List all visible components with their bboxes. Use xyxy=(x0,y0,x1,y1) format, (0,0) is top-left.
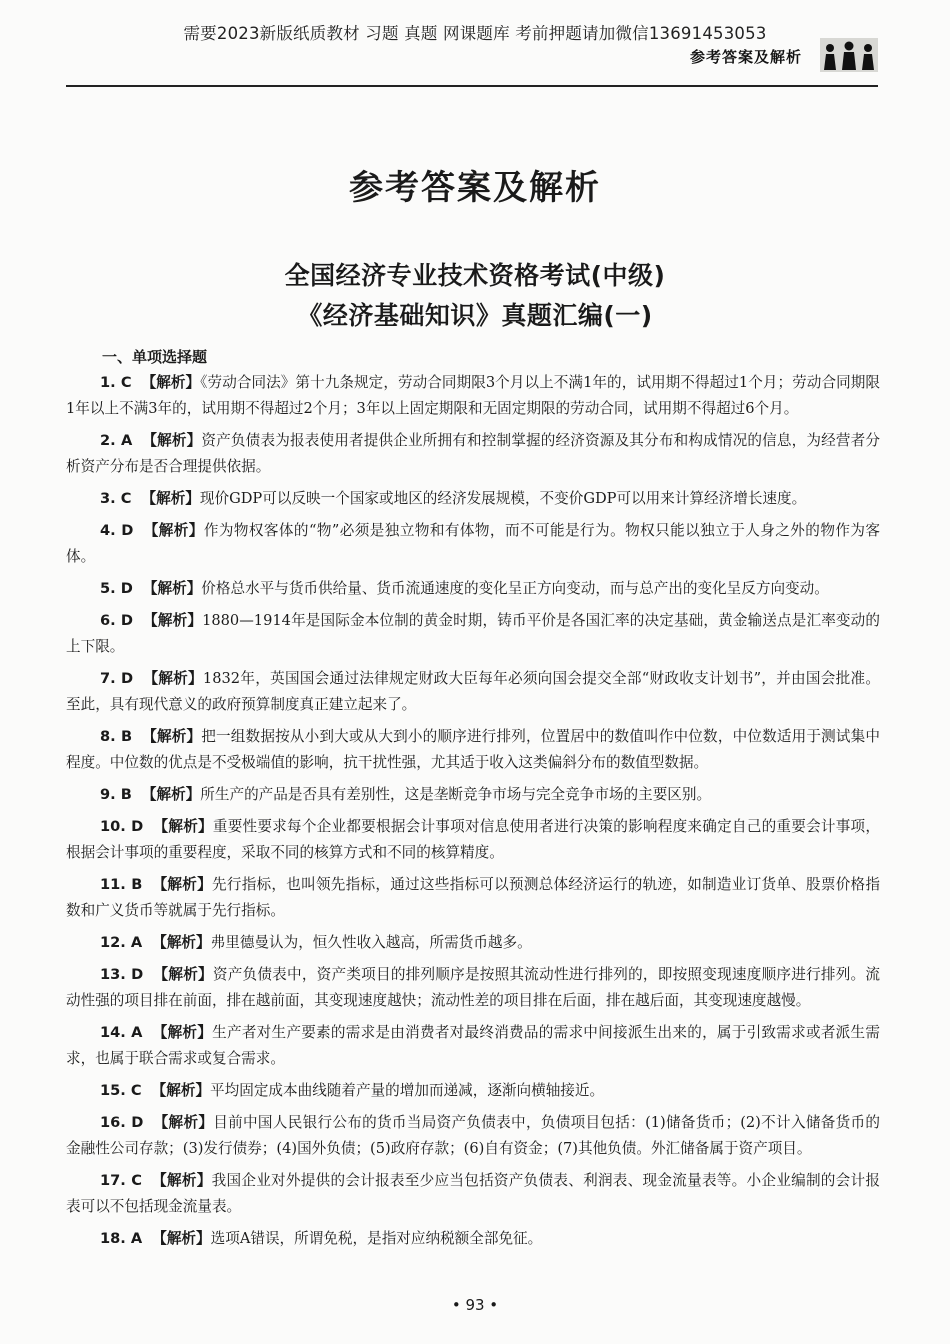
answer-text: 1880—1914年是国际金本位制的黄金时期，铸币平价是各国汇率的决定基础，黄金输送点是汇率变动的上下限。 xyxy=(66,612,880,655)
analysis-tag: 【解析】 xyxy=(142,432,202,449)
answer-number: 18. A xyxy=(100,1230,143,1247)
answer-number: 3. C xyxy=(100,490,132,507)
answer-text: 平均固定成本曲线随着产量的增加而递减，逐渐向横轴接近。 xyxy=(210,1082,605,1099)
answer-item xyxy=(66,1078,880,1104)
answer-text: 生产者对生产要素的需求是由消费者对最终消费品的需求中间接派生出来的，属于引致需求或者派生需求，也属于联合需求或复合需求。 xyxy=(66,1024,880,1067)
answer-item xyxy=(66,576,880,602)
answer-item xyxy=(66,962,880,1014)
answer-number: 14. A xyxy=(100,1024,143,1041)
answer-item xyxy=(66,724,880,776)
analysis-tag: 【解析】 xyxy=(142,728,202,745)
answer-number: 13. D xyxy=(100,966,144,983)
answer-number: 6. D xyxy=(100,612,134,629)
analysis-tag: 【解析】 xyxy=(152,934,211,951)
answer-number: 10. D xyxy=(100,818,144,835)
answer-text: 现价GDP可以反映一个国家或地区的经济发展规模，不变价GDP可以用来计算经济增长速度。 xyxy=(199,490,807,507)
answer-item xyxy=(66,930,880,956)
exam-title: 全国经济专业技术资格考试(中级) xyxy=(284,261,666,290)
answer-list xyxy=(66,370,880,1258)
header-logo-icon xyxy=(820,38,878,72)
answer-item xyxy=(66,782,880,808)
answer-number: 8. B xyxy=(100,728,133,745)
page-title: 参考答案及解析 xyxy=(349,168,601,208)
collection-title: 《经济基础知识》真题汇编(一) xyxy=(297,301,653,330)
answer-text: 目前中国人民银行公布的货币当局资产负债表中，负债项目包括：(1)储备货币；(2)不计入储备货币的金融性公司存款；(3)发行债券；(4)国外负债；(5)政府存款；(6)自有资金；(7)其他负债。外汇储备属于资产项目。 xyxy=(66,1114,880,1157)
analysis-tag: 【解析】 xyxy=(151,1172,212,1189)
answer-number: 9. B xyxy=(100,786,132,803)
answer-number: 7. D xyxy=(100,670,134,687)
analysis-tag: 【解析】 xyxy=(141,374,201,391)
answer-text: 选项A错误，所谓免税，是指对应纳税额全部免征。 xyxy=(210,1230,543,1247)
analysis-tag: 【解析】 xyxy=(153,966,213,983)
answer-text: 资产负债表中，资产类项目的排列顺序是按照其流动性进行排列的，即按照变现速度顺序进行排列。流动性强的项目排在前面，排在越前面，其变现速度越快；流动性差的项目排在后面，排在越后面，其变现速度越慢。 xyxy=(66,966,880,1009)
analysis-tag: 【解析】 xyxy=(151,1082,211,1099)
watermark-text: 需要2023新版纸质教材 习题 真题 网课题库 考前押题请加微信13691453053 xyxy=(183,24,767,43)
answer-item xyxy=(66,428,880,480)
analysis-tag: 【解析】 xyxy=(153,1114,214,1131)
answer-text: 《劳动合同法》第十九条规定，劳动合同期限3个月以上不满1年的，试用期不得超过1个月；劳动合同期限1年以上不满3年的，试用期不得超过2个月；3年以上固定期限和无固定期限的劳动合同，试用期不得超过6个月。 xyxy=(66,374,880,417)
answer-text: 重要性要求每个企业都要根据会计事项对信息使用者进行决策的影响程度来确定自己的重要会计事项，根据会计事项的重要程度，采取不同的核算方式和不同的核算精度。 xyxy=(66,818,880,861)
analysis-tag: 【解析】 xyxy=(152,1024,213,1041)
analysis-tag: 【解析】 xyxy=(143,612,203,629)
answer-item xyxy=(66,1168,880,1220)
answer-item xyxy=(66,814,880,866)
answer-text: 资产负债表为报表使用者提供企业所拥有和控制掌握的经济资源及其分布和构成情况的信息，为经营者分析资产分布是否合理提供依据。 xyxy=(66,432,880,475)
answer-text: 我国企业对外提供的会计报表至少应当包括资产负债表、利润表、现金流量表等。小企业编制的会计报表可以不包括现金流量表。 xyxy=(66,1172,880,1215)
analysis-tag: 【解析】 xyxy=(152,1230,211,1247)
answer-number: 12. A xyxy=(100,934,143,951)
answer-number: 17. C xyxy=(100,1172,142,1189)
answer-item xyxy=(66,666,880,718)
answer-item xyxy=(66,370,880,422)
answer-number: 11. B xyxy=(100,876,143,893)
analysis-tag: 【解析】 xyxy=(152,876,212,893)
answer-number: 15. C xyxy=(100,1082,142,1099)
answer-text: 1832年，英国国会通过法律规定财政大臣每年必须向国会提交全部“财政收支计划书”，并由国会批准。至此，具有现代意义的政府预算制度真正建立起来了。 xyxy=(66,670,880,713)
analysis-tag: 【解析】 xyxy=(142,580,202,597)
answer-number: 16. D xyxy=(100,1114,144,1131)
answer-text: 价格总水平与货币供给量、货币流通速度的变化呈正方向变动，而与总产出的变化呈反方向变动。 xyxy=(201,580,829,597)
answer-text: 先行指标，也叫领先指标，通过这些指标可以预测总体经济运行的轨迹，如制造业订货单、股票价格指数和广义货币等就属于先行指标。 xyxy=(66,876,880,919)
running-head: 参考答案及解析 xyxy=(689,48,802,66)
analysis-tag: 【解析】 xyxy=(143,522,204,539)
answer-text: 把一组数据按从小到大或从大到小的顺序进行排列，位置居中的数值叫作中位数，中位数适用于测试集中程度。中位数的优点是不受极端值的影响，抗干扰性强，尤其适于收入这类偏斜分布的数值型数据。 xyxy=(66,728,880,771)
answer-text: 作为物权客体的“物”必须是独立物和有体物，而不可能是行为。物权只能以独立于人身之外的物作为客体。 xyxy=(66,522,880,565)
answer-number: 5. D xyxy=(100,580,133,597)
section-heading: 一、单项选择题 xyxy=(102,348,208,366)
answer-item xyxy=(66,1110,880,1162)
answer-item xyxy=(66,872,880,924)
analysis-tag: 【解析】 xyxy=(141,490,200,507)
header-rule xyxy=(66,85,878,87)
analysis-tag: 【解析】 xyxy=(153,818,213,835)
answer-item xyxy=(66,1020,880,1072)
analysis-tag: 【解析】 xyxy=(143,670,203,687)
answer-item xyxy=(66,1226,880,1252)
answer-number: 2. A xyxy=(100,432,133,449)
answer-number: 1. C xyxy=(100,374,132,391)
answer-text: 所生产的产品是否具有差别性，这是垄断竞争市场与完全竞争市场的主要区别。 xyxy=(200,786,712,803)
answer-item xyxy=(66,608,880,660)
answer-item xyxy=(66,518,880,570)
answer-number: 4. D xyxy=(100,522,134,539)
answer-text: 弗里德曼认为，恒久性收入越高，所需货币越多。 xyxy=(210,934,532,951)
answer-item xyxy=(66,486,880,512)
analysis-tag: 【解析】 xyxy=(141,786,201,803)
page-number: • 93 • xyxy=(451,1296,499,1314)
